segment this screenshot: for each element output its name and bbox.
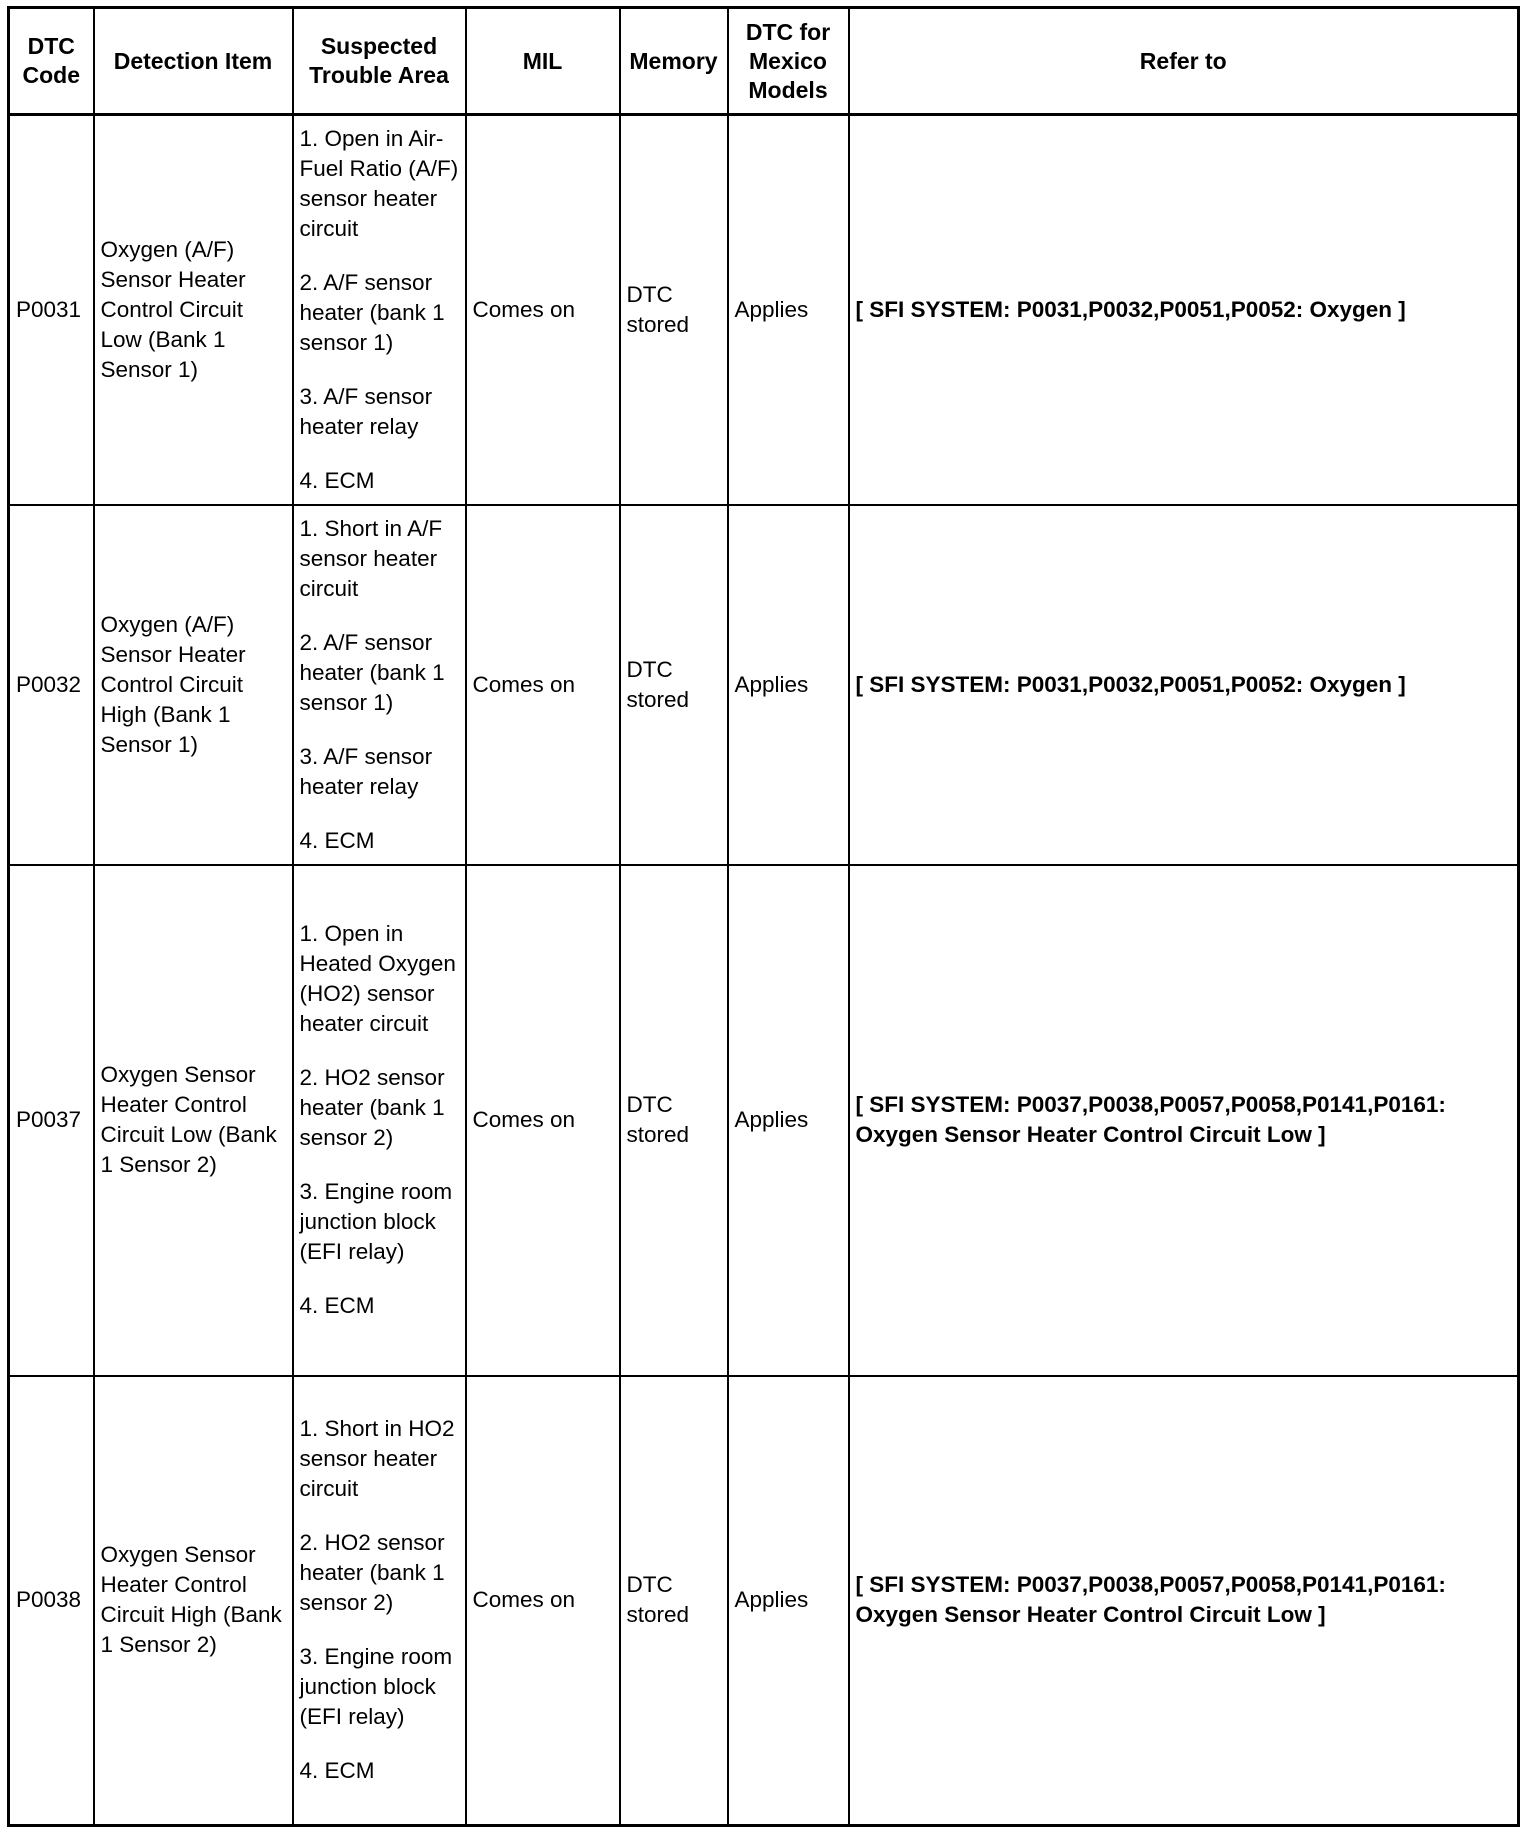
trouble-item: 4. ECM	[299, 1758, 375, 1784]
memory-cell: DTC stored	[620, 1376, 728, 1826]
table-row	[9, 1376, 1519, 1826]
detection-item-cell: Oxygen (A/F) Sensor Heater Control Circuit High (Bank 1 Sensor 1)	[94, 505, 293, 865]
header-memory: Memory	[620, 8, 728, 115]
trouble-item: 1. Open in Heated Oxygen (HO2) sensor heater circuit	[299, 921, 456, 1036]
header-dtc-code: DTC Code	[9, 8, 94, 115]
header-row	[9, 8, 1519, 115]
table-row	[9, 505, 1519, 865]
trouble-item: 1. Short in HO2 sensor heater circuit	[299, 1416, 455, 1502]
mexico-cell: Applies	[728, 865, 849, 1376]
detection-item-cell: Oxygen Sensor Heater Control Circuit High (Bank 1 Sensor 2)	[94, 1376, 293, 1826]
refer-to-link[interactable]: [ SFI SYSTEM: P0037,P0038,P0057,P0058,P0141,P0161: Oxygen Sensor Heater Control Circuit Low ]	[849, 1376, 1519, 1826]
mil-cell: Comes on	[466, 865, 620, 1376]
trouble-area-cell	[293, 1376, 466, 1826]
table-row	[9, 865, 1519, 1376]
table-row	[9, 115, 1519, 505]
dtc-code-cell: P0031	[9, 115, 94, 505]
memory-cell: DTC stored	[620, 505, 728, 865]
header-refer-to: Refer to	[849, 8, 1519, 115]
trouble-item: 3. A/F sensor heater relay	[299, 743, 433, 799]
header-suspected-trouble-area: Suspected Trouble Area	[293, 8, 466, 115]
refer-to-link[interactable]: [ SFI SYSTEM: P0037,P0038,P0057,P0058,P0141,P0161: Oxygen Sensor Heater Control Circuit Low ]	[849, 865, 1519, 1376]
mil-cell: Comes on	[466, 1376, 620, 1826]
header-detection-item: Detection Item	[94, 8, 293, 115]
mil-cell: Comes on	[466, 505, 620, 865]
mil-cell: Comes on	[466, 115, 620, 505]
memory-cell: DTC stored	[620, 865, 728, 1376]
dtc-code-cell: P0038	[9, 1376, 94, 1826]
memory-cell: DTC stored	[620, 115, 728, 505]
detection-item-cell: Oxygen (A/F) Sensor Heater Control Circuit Low (Bank 1 Sensor 1)	[94, 115, 293, 505]
dtc-code-cell: P0037	[9, 865, 94, 1376]
header-mil: MIL	[466, 8, 620, 115]
detection-item-cell: Oxygen Sensor Heater Control Circuit Low (Bank 1 Sensor 2)	[94, 865, 293, 1376]
trouble-item: 2. A/F sensor heater (bank 1 sensor 1)	[299, 269, 445, 355]
header-dtc-mexico: DTC for Mexico Models	[728, 8, 849, 115]
trouble-item: 1. Open in Air-Fuel Ratio (A/F) sensor heater circuit	[299, 125, 459, 241]
mexico-cell: Applies	[728, 115, 849, 505]
refer-to-link[interactable]: [ SFI SYSTEM: P0031,P0032,P0051,P0052: Oxygen ]	[849, 505, 1519, 865]
trouble-area-cell	[293, 865, 466, 1376]
trouble-item: 4. ECM	[299, 1293, 375, 1318]
trouble-item: 3. Engine room junction block (EFI relay)	[299, 1179, 453, 1264]
trouble-item: 1. Short in A/F sensor heater circuit	[299, 515, 443, 601]
trouble-item: 4. ECM	[299, 827, 375, 853]
mexico-cell: Applies	[728, 505, 849, 865]
refer-to-link[interactable]: [ SFI SYSTEM: P0031,P0032,P0051,P0052: Oxygen ]	[849, 115, 1519, 505]
trouble-item: 2. HO2 sensor heater (bank 1 sensor 2)	[299, 1530, 445, 1616]
trouble-area-cell	[293, 505, 466, 865]
dtc-table	[7, 6, 1520, 1827]
trouble-item: 2. HO2 sensor heater (bank 1 sensor 2)	[299, 1065, 445, 1150]
trouble-item: 4. ECM	[299, 467, 375, 493]
trouble-area-cell	[293, 115, 466, 505]
trouble-item: 3. Engine room junction block (EFI relay)	[299, 1644, 453, 1730]
trouble-item: 2. A/F sensor heater (bank 1 sensor 1)	[299, 629, 445, 715]
dtc-code-cell: P0032	[9, 505, 94, 865]
dtc-document	[7, 6, 1520, 1827]
mexico-cell: Applies	[728, 1376, 849, 1826]
trouble-item: 3. A/F sensor heater relay	[299, 383, 433, 439]
